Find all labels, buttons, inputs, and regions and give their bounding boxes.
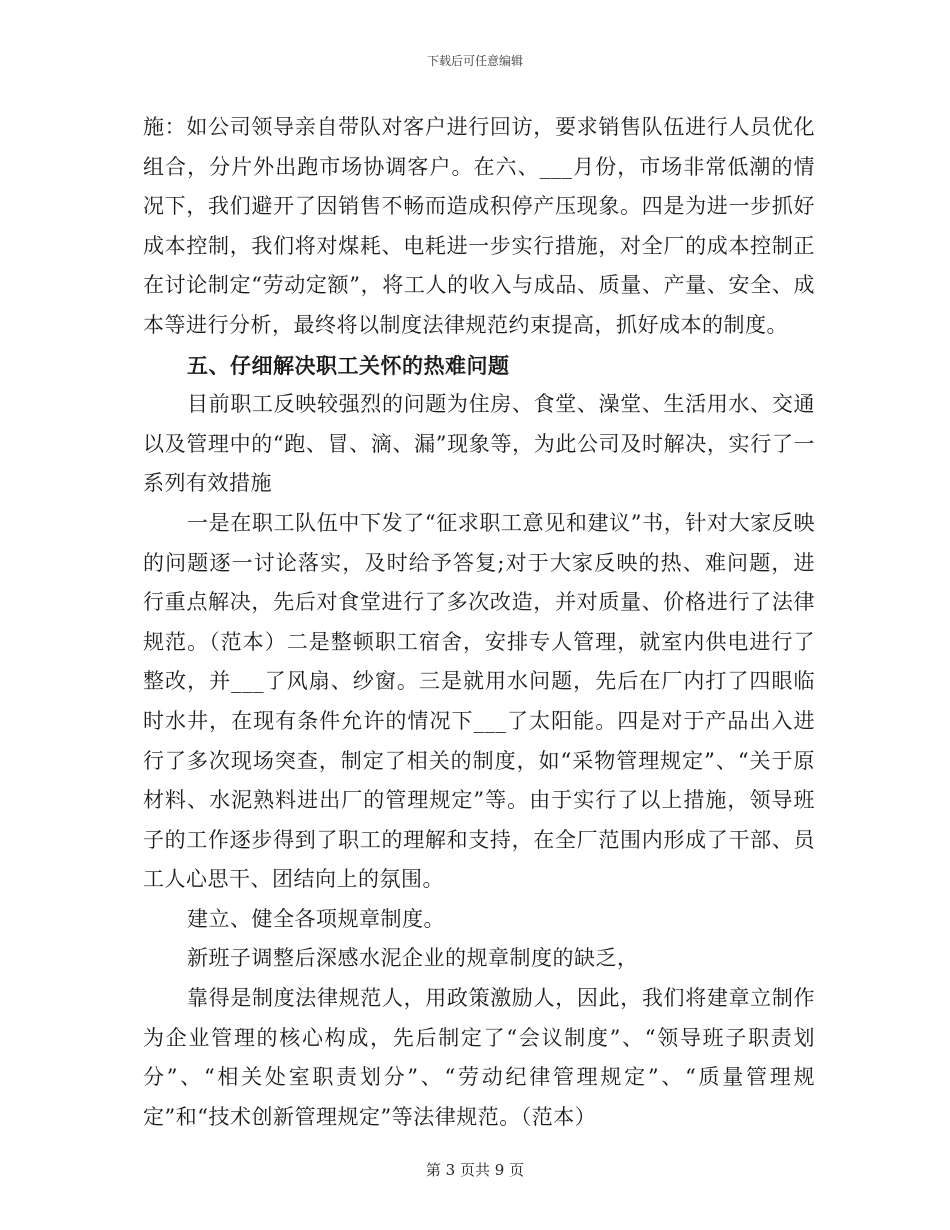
paragraph-issues: 目前职工反映较强烈的问题为住房、食堂、澡堂、生活用水、交通以及管理中的“跑、冒、滴、漏”现象等，为此公司及时解决，实行了一系列有效措施 (143, 392, 815, 496)
document-body (143, 108, 815, 1137)
paragraph-rules-lack: 新班子调整后深感水泥企业的规章制度的缺乏， (187, 946, 639, 971)
paragraph-measures: 一是在职工队伍中下发了“征求职工意见和建议”书，针对大家反映的问题逐一讨论落实，及时给予答复;对于大家反映的热、难问题，进行重点解决，先后对食堂进行了多次改造，并对质量、价格进行了法律规范。（范本）二是整顿职工宿舍，安排专人管理，就室内供电进行了整改，并___了风扇、纱窗。三是就用水问题，先后在厂内打了四眼临时水井，在现有条件允许的情况下___了太阳能。四是对于产品出入进行了多次现场突查，制定了相关的制度，如“采物管理规定”、“关于原材料、水泥熟料进出厂的管理规定”等。由于实行了以上措施，领导班子的工作逐步得到了职工的理解和支持，在全厂范围内形成了干部、员工人心思干、团结向上的氛围。 (143, 510, 815, 892)
paragraph-rules-detail: 靠得是制度法律规范人，用政策激励人，因此，我们将建章立制作为企业管理的核心构成，先后制定了“会议制度”、“领导班子职责划分”、“相关处室职责划分”、“劳动纪律管理规定”、“质量管理规定”和“技术创新管理规定”等法律规范。（范本） (143, 986, 815, 1129)
paragraph-rules-title: 建立、健全各项规章制度。 (187, 906, 445, 931)
paragraph-continuation: 施：如公司领导亲自带队对客户进行回访，要求销售队伍进行人员优化组合，分片外出跑市场协调客户。在六、___月份，市场非常低潮的情况下，我们避开了因销售不畅而造成积停产压现象。四是为进一步抓好成本控制，我们将对煤耗、电耗进一步实行措施，对全厂的成本控制正在讨论制定“劳动定额”，将工人的收入与成品、质量、产量、安全、成本等进行分析，最终将以制度法律规范约束提高，抓好成本的制度。 (143, 115, 815, 337)
page-header: 下载后可任意编辑 (426, 54, 523, 68)
page-number: 第 3 页共 9 页 (425, 1161, 525, 1179)
section-heading: 五、仔细解决职工关怀的热难问题 (187, 352, 510, 378)
